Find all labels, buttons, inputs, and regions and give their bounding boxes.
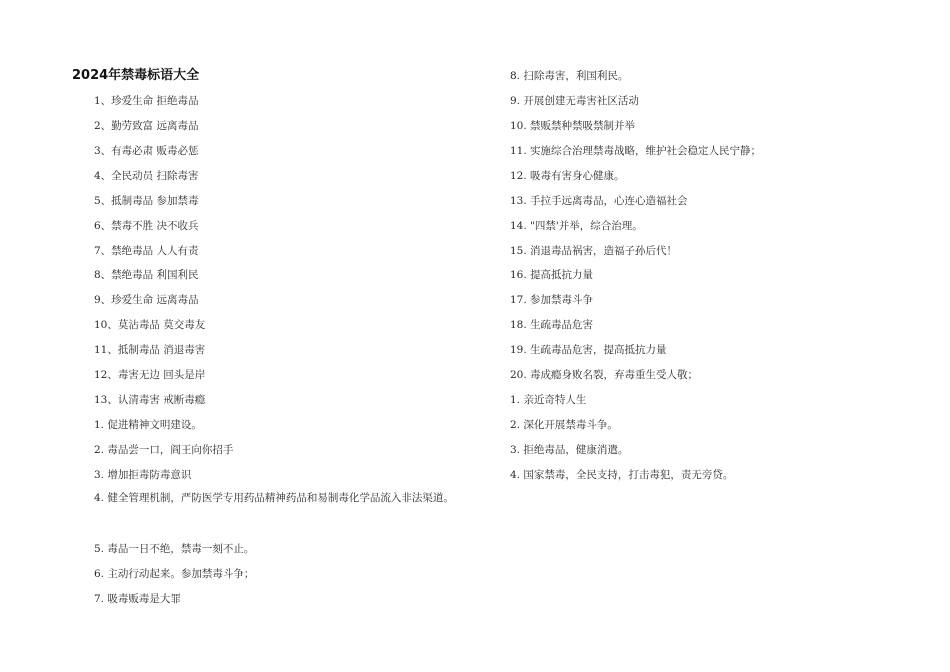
slogan-line: 3、有毒必肃 贩毒必惩 (94, 145, 199, 157)
slogan-line: 15. 消退毒品祸害，造福子孙后代！ (510, 245, 678, 257)
slogan-line: 2. 深化开展禁毒斗争。 (510, 419, 618, 431)
slogan-line: 7. 吸毒贩毒是大罪 (94, 593, 181, 605)
slogan-line: 4、全民动员 扫除毒害 (94, 170, 199, 182)
slogan-line: 17. 参加禁毒斗争 (510, 294, 594, 306)
slogan-line: 3. 增加拒毒防毒意识 (94, 469, 192, 481)
slogan-line: 12. 吸毒有害身心健康。 (510, 170, 625, 182)
slogan-line: 6. 主动行动起来。参加禁毒斗争； (94, 568, 255, 580)
slogan-line: 8. 扫除毒害，利国利民。 (510, 70, 629, 82)
slogan-line: 1. 亲近奇特人生 (510, 394, 587, 406)
slogan-line: 5. 毒品一日不绝，禁毒一刻不止。 (94, 543, 255, 555)
slogan-line: 7、禁绝毒品 人人有责 (94, 245, 199, 257)
slogan-line: 2. 毒品尝一口，阎王向你招手 (94, 444, 234, 456)
slogan-line: 5、抵制毒品 参加禁毒 (94, 195, 199, 207)
slogan-line: 11. 实施综合治理禁毒战略，维护社会稳定人民宁静； (510, 145, 762, 157)
slogan-line: 4. 国家禁毒，全民支持，打击毒犯，责无旁贷。 (510, 469, 734, 481)
document-title: 2024年禁毒标语大全 (72, 68, 200, 83)
slogan-line: 9. 开展创建无毒害社区活动 (510, 95, 639, 107)
slogan-line: 14. "四禁'并举，综合治理。 (510, 220, 643, 232)
slogan-line: 10、莫沾毒品 莫交毒友 (94, 319, 206, 331)
slogan-line: 18. 生疏毒品危害 (510, 319, 594, 331)
slogan-line: 9、珍爱生命 远离毒品 (94, 294, 199, 306)
slogan-line: 8、禁绝毒品 利国利民 (94, 269, 199, 281)
slogan-line: 6、禁毒不胜 决不收兵 (94, 220, 199, 232)
slogan-line: 12、毒害无边 回头是岸 (94, 369, 206, 381)
slogan-line: 1、珍爱生命 拒绝毒品 (94, 95, 199, 107)
slogan-line: 19. 生疏毒品危害，提高抵抗力量 (510, 344, 667, 356)
slogan-line: 11、抵制毒品 消退毒害 (94, 344, 206, 356)
slogan-line: 1. 促进精神文明建设。 (94, 419, 202, 431)
slogan-line: 13、认清毒害 戒断毒瘾 (94, 394, 206, 406)
slogan-line: 2、勤劳致富 远离毒品 (94, 120, 199, 132)
slogan-line: 10. 禁贩禁种禁吸禁制并举 (510, 120, 636, 132)
slogan-line: 16. 提高抵抗力量 (510, 269, 594, 281)
slogan-line: 3. 拒绝毒品，健康消遣。 (510, 444, 629, 456)
slogan-line-wrapped: 4. 健全管理机制，严防医学专用药品精神药品和易制毒化学品流入非法渠道。 (94, 492, 454, 504)
slogan-line: 20. 毒成瘾身败名裂，弃毒重生受人敬； (510, 369, 699, 381)
slogan-line: 13. 手拉手远离毒品，心连心造福社会 (510, 195, 688, 207)
